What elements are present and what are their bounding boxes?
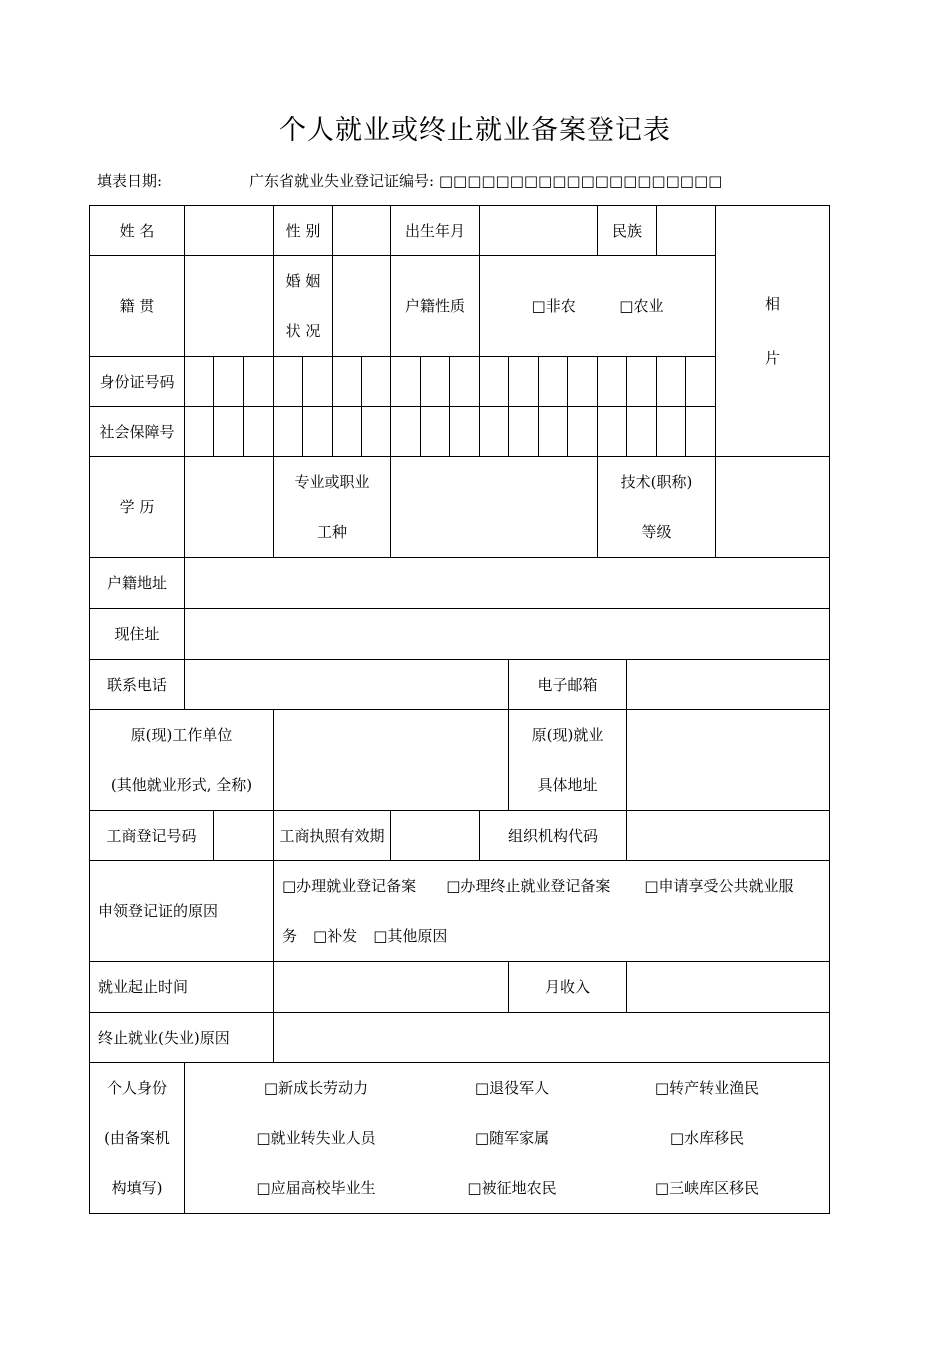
identity-option[interactable]: □新成长劳动力 [263,1079,369,1097]
birth-label: 出生年月 [391,206,480,256]
id-digit-box[interactable] [509,357,539,407]
phone-field[interactable] [185,660,509,710]
employer-address-field[interactable] [627,710,830,811]
birth-field[interactable] [480,206,598,256]
id-digit-box[interactable] [686,357,716,407]
id-digit-box[interactable] [568,357,598,407]
identity-option[interactable]: □就业转失业人员 [256,1129,376,1147]
biz-license-field[interactable] [391,811,480,861]
id-digit-box[interactable] [362,357,391,407]
ethnicity-label: 民族 [598,206,657,256]
social-security-label: 社会保障号 [90,407,185,457]
fill-date-label: 填表日期: [97,172,163,190]
id-digit-box[interactable] [185,357,214,407]
identity-option[interactable]: □水库移民 [669,1129,745,1147]
hukou-option-nonagri[interactable]: □非农 [531,297,576,315]
end-reason-field[interactable] [274,1013,830,1063]
employer-label-2: (其他就业形式, 全称) [110,776,253,794]
employer-address-label-2: 具体地址 [537,776,598,794]
employer-address-label [509,710,627,811]
registration-form-table [89,205,830,1214]
id-digit-box[interactable] [598,357,627,407]
education-label: 学 历 [90,457,185,558]
marital-label-2: 状 况 [285,322,321,340]
id-digit-box[interactable] [421,357,450,407]
reason-option-other[interactable]: □其他原因 [373,927,448,945]
tech-field[interactable] [716,457,830,558]
ss-digit-box[interactable] [686,407,716,457]
identity-options [185,1063,830,1214]
ss-digit-box[interactable] [185,407,214,457]
cert-number-boxes[interactable]: □□□□□□□□□□□□□□□□□□□□ [438,172,723,190]
ss-digit-box[interactable] [362,407,391,457]
id-digit-box[interactable] [627,357,657,407]
hukou-type-options [480,256,716,357]
id-digit-box[interactable] [480,357,509,407]
photo-box[interactable] [716,206,830,457]
cert-number-label: 广东省就业失业登记证编号: [249,172,435,190]
income-label: 月收入 [509,962,627,1013]
native-place-label: 籍 贯 [90,256,185,357]
tech-label-1: 技术(职称) [620,473,693,491]
ss-digit-box[interactable] [657,407,686,457]
identity-option[interactable]: □退役军人 [474,1079,550,1097]
id-digit-box[interactable] [657,357,686,407]
identity-grid [193,1063,829,1213]
reason-option-reissue[interactable]: □补发 [313,927,358,945]
current-address-field[interactable] [185,609,830,660]
marital-label-1: 婚 姻 [285,272,321,290]
current-address-label: 现住址 [90,609,185,660]
ss-digit-box[interactable] [539,407,568,457]
gender-label: 性 别 [274,206,333,256]
hukou-type-label: 户籍性质 [391,256,480,357]
identity-option[interactable]: □应届高校毕业生 [256,1179,376,1197]
tech-label [598,457,716,558]
email-label: 电子邮箱 [509,660,627,710]
native-place-field[interactable] [185,256,274,357]
period-label: 就业起止时间 [90,962,274,1013]
ss-digit-box[interactable] [509,407,539,457]
identity-option[interactable]: □三峡库区移民 [654,1179,760,1197]
tech-label-2: 等级 [641,523,672,541]
id-digit-box[interactable] [391,357,421,407]
identity-label [90,1063,185,1214]
employer-field[interactable] [274,710,509,811]
ss-digit-box[interactable] [598,407,627,457]
reason-label: 申领登记证的原因 [90,861,274,962]
income-field[interactable] [627,962,830,1013]
phone-label: 联系电话 [90,660,185,710]
name-field[interactable] [185,206,274,256]
photo-label-1: 相 [764,295,780,313]
hukou-option-agri[interactable]: □农业 [619,297,664,315]
id-digit-box[interactable] [274,357,303,407]
org-code-field[interactable] [627,811,830,861]
ss-digit-box[interactable] [214,407,244,457]
marital-field[interactable] [333,256,391,357]
major-field[interactable] [391,457,598,558]
employer-label-1: 原(现)工作单位 [130,726,233,744]
id-digit-box[interactable] [214,357,244,407]
id-digit-box[interactable] [333,357,362,407]
hukou-address-field[interactable] [185,558,830,609]
photo-label-2: 片 [764,349,780,367]
ss-digit-box[interactable] [450,407,480,457]
identity-label-3: 构填写) [111,1179,163,1197]
form-title: 个人就业或终止就业备案登记表 [279,115,671,146]
ss-digit-box[interactable] [274,407,303,457]
ss-digit-box[interactable] [627,407,657,457]
id-digit-box[interactable] [303,357,333,407]
org-code-label: 组织机构代码 [480,811,627,861]
id-digit-box[interactable] [244,357,274,407]
identity-option[interactable]: □被征地农民 [467,1179,557,1197]
employer-address-label-1: 原(现)就业 [531,726,604,744]
reason-options [274,861,830,962]
ss-digit-box[interactable] [333,407,362,457]
hukou-address-label: 户籍地址 [90,558,185,609]
id-number-label: 身份证号码 [90,357,185,407]
end-reason-label: 终止就业(失业)原因 [90,1013,274,1063]
ss-digit-box[interactable] [421,407,450,457]
education-field[interactable] [185,457,274,558]
gender-field[interactable] [333,206,391,256]
ethnicity-field[interactable] [657,206,716,256]
name-label: 姓 名 [90,206,185,256]
biz-reg-field[interactable] [214,811,274,861]
reason-option-public-service-cont: 务 [282,927,298,945]
biz-license-label: 工商执照有效期 [274,811,391,861]
ss-digit-box[interactable] [303,407,333,457]
reason-option-terminate[interactable]: □办理终止就业登记备案 [446,877,611,895]
marital-label [274,256,333,357]
identity-option[interactable]: □随军家属 [474,1129,550,1147]
ss-digit-box[interactable] [568,407,598,457]
major-label [274,457,391,558]
ss-digit-box[interactable] [244,407,274,457]
major-label-2: 工种 [316,523,347,541]
employer-label [90,710,274,811]
id-digit-box[interactable] [539,357,568,407]
ss-digit-box[interactable] [480,407,509,457]
identity-label-2: (由备案机 [104,1129,170,1147]
identity-option[interactable]: □转产转业渔民 [654,1079,760,1097]
email-field[interactable] [627,660,830,710]
reason-option-register[interactable]: □办理就业登记备案 [282,877,417,895]
reason-option-public-service[interactable]: □申请享受公共就业服 [644,877,794,895]
ss-digit-box[interactable] [391,407,421,457]
biz-reg-label: 工商登记号码 [90,811,214,861]
cert-number-line [249,170,722,191]
id-digit-box[interactable] [450,357,480,407]
period-field[interactable] [274,962,509,1013]
major-label-1: 专业或职业 [294,473,370,491]
identity-label-1: 个人身份 [106,1079,167,1097]
